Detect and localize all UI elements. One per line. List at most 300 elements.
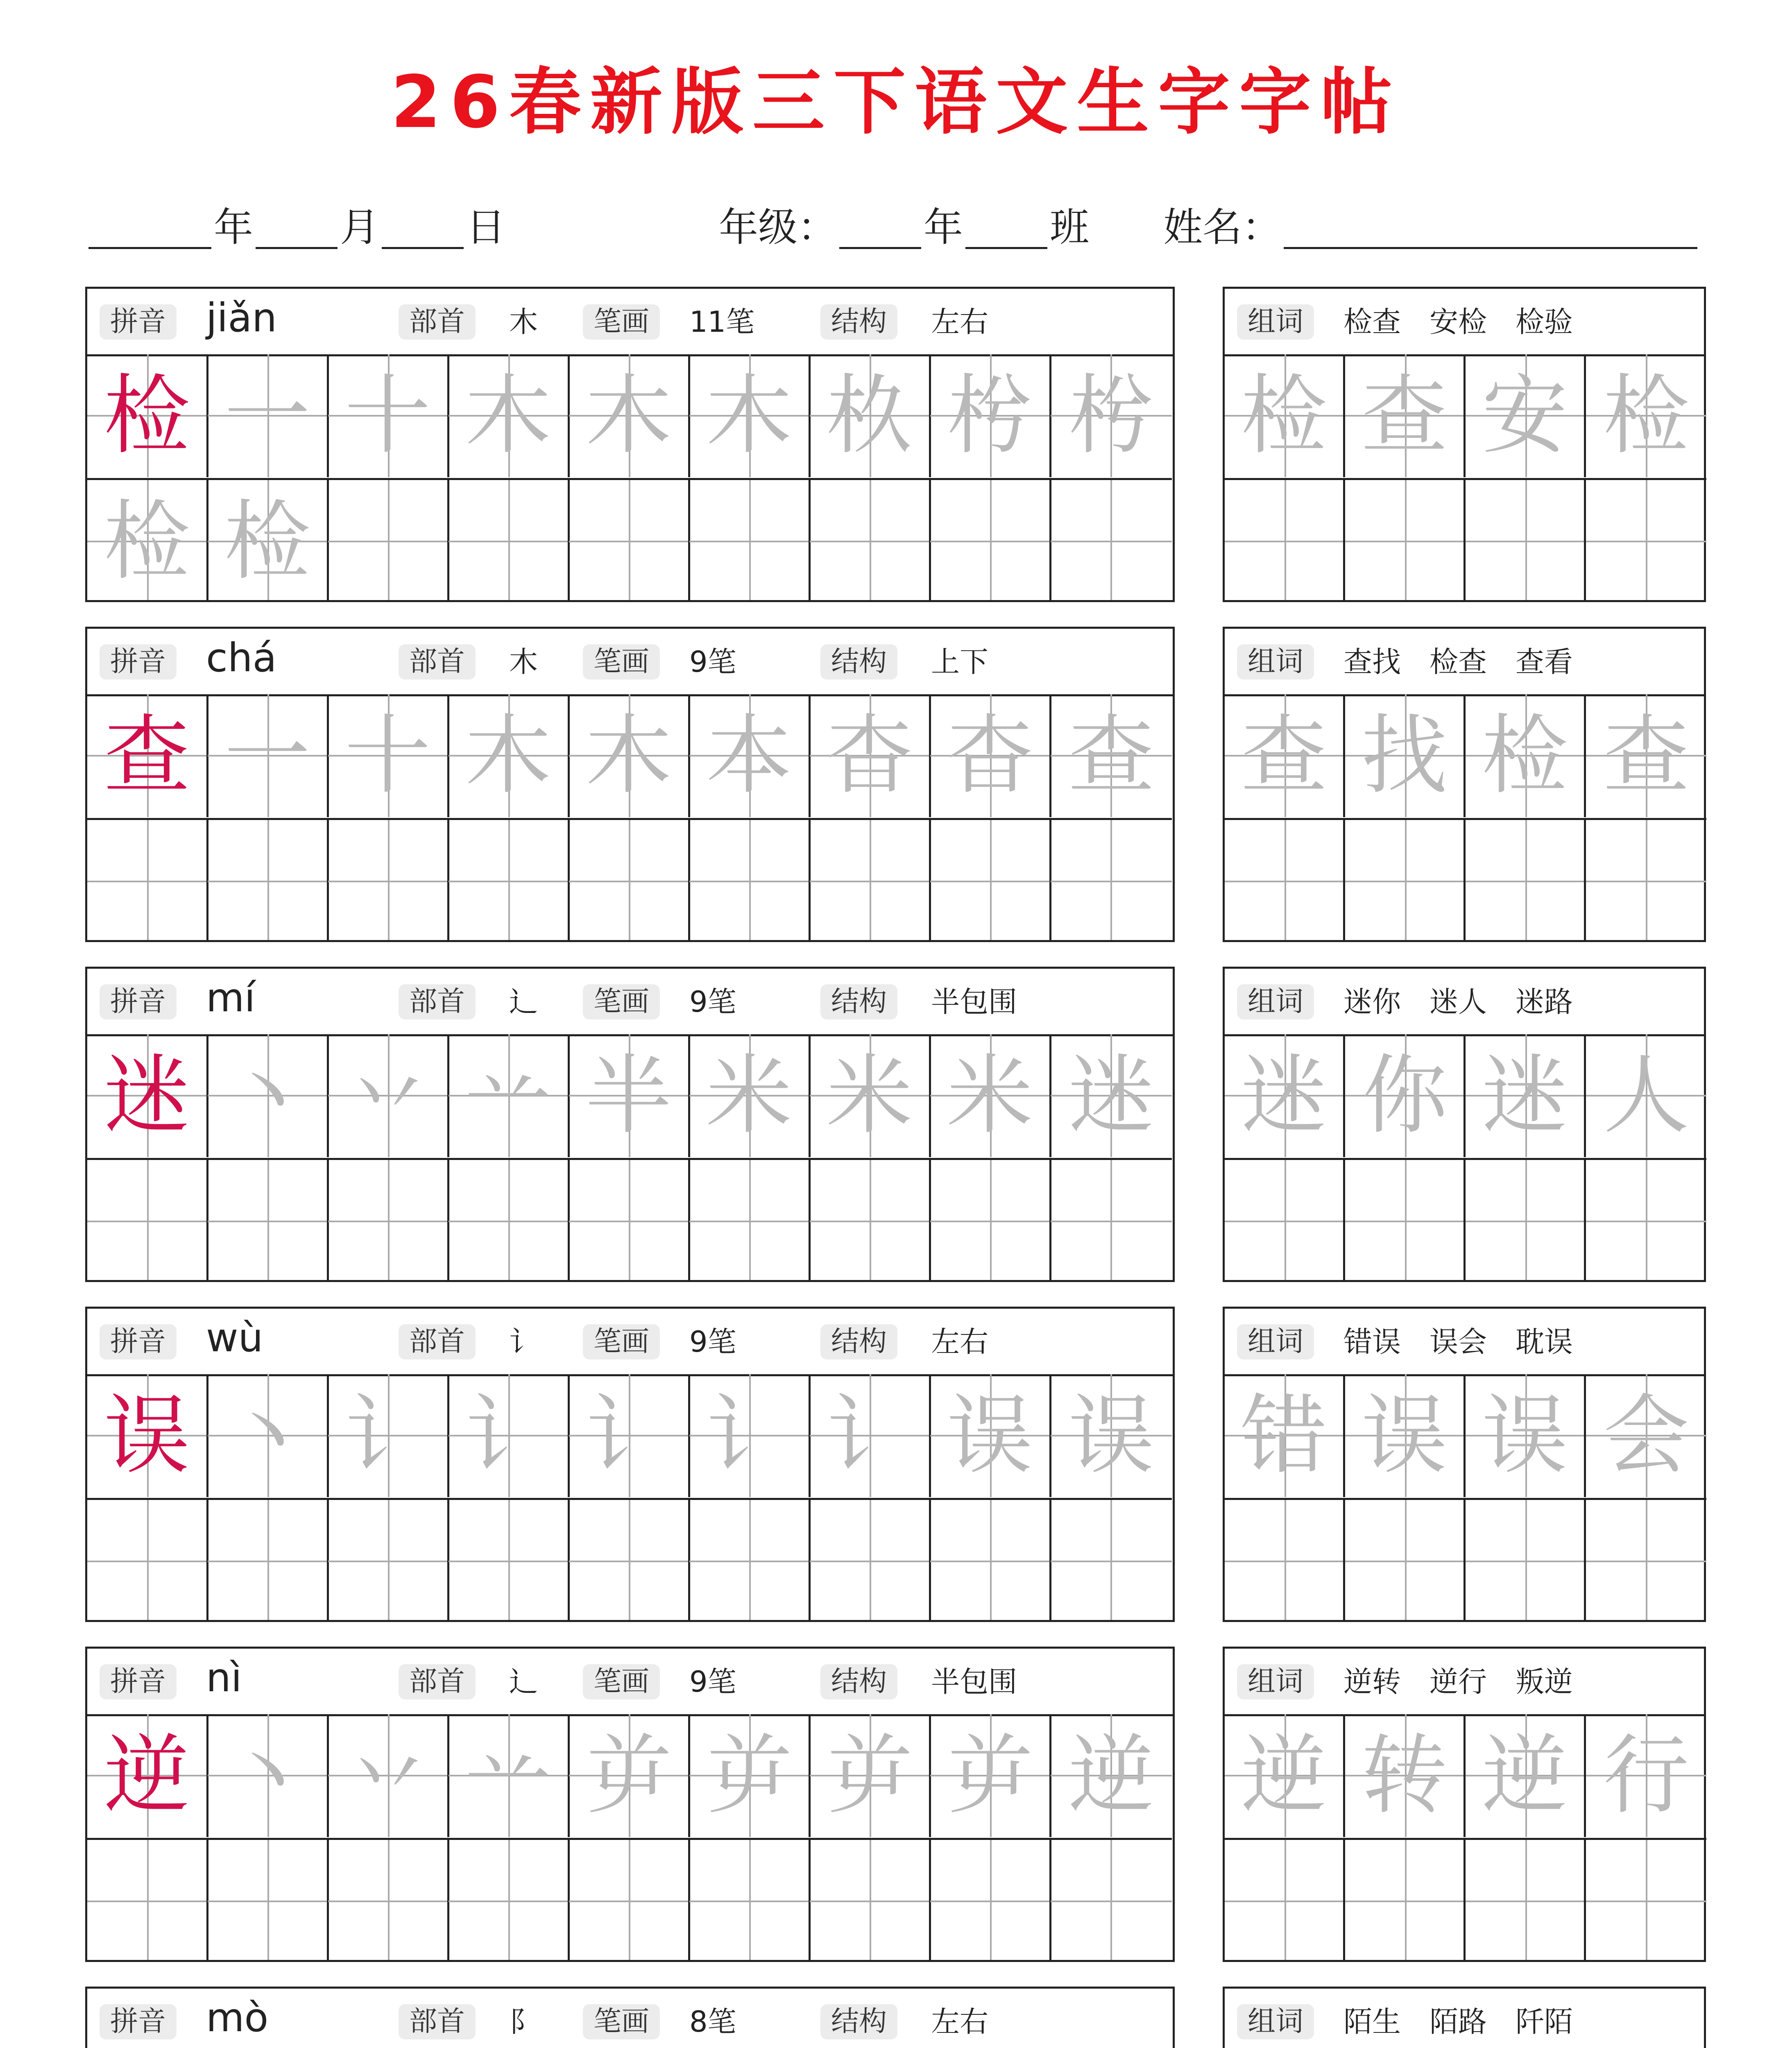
words-block (1223, 627, 1706, 942)
radical-value: 讠 (509, 1325, 538, 1359)
word-cell[interactable] (1586, 1158, 1706, 1280)
words-header (1225, 289, 1704, 356)
words-block (1223, 287, 1706, 602)
stroke-step: 枍 (1068, 365, 1154, 466)
radical-tag: 部首 (399, 1664, 476, 1699)
writing-cell[interactable] (208, 1498, 329, 1620)
writing-cell[interactable] (208, 1374, 329, 1497)
stroke-step: 米 (947, 1045, 1033, 1146)
writing-cell[interactable] (689, 1498, 811, 1620)
word-cell[interactable] (1225, 818, 1345, 940)
writing-cell[interactable] (569, 1374, 690, 1497)
stroke-step: 杳 (826, 705, 913, 806)
words-list: 查找 检查 查看 (1343, 645, 1573, 679)
stroke-step: 讠 (826, 1385, 913, 1486)
model-character: 逆 (104, 1725, 190, 1826)
words-list: 迷你 迷人 迷路 (1343, 985, 1573, 1019)
words-grid (1225, 1714, 1704, 1960)
stroke-step: 屰 (826, 1725, 913, 1826)
radical-tag: 部首 (399, 644, 476, 680)
writing-cell[interactable] (208, 478, 329, 600)
stroke-step: 丶 (224, 1725, 310, 1826)
pinyin-tag: 拼音 (100, 644, 177, 680)
stroke-step: 木 (465, 365, 551, 466)
stroke-step: 木 (706, 365, 792, 466)
writing-cell[interactable] (810, 1374, 931, 1497)
writing-cell[interactable] (689, 1838, 811, 1960)
stroke-step: 讠 (344, 1385, 431, 1486)
writing-cell[interactable] (930, 478, 1051, 600)
word-cell[interactable] (1345, 818, 1466, 940)
words-block (1223, 967, 1706, 1282)
structure-value: 左右 (931, 1325, 988, 1359)
writing-cell[interactable] (689, 1714, 811, 1837)
writing-cell[interactable] (569, 1714, 690, 1837)
char-block (85, 627, 1175, 942)
writing-cell[interactable] (1051, 1034, 1172, 1157)
word-cell[interactable] (1586, 354, 1706, 477)
writing-cell[interactable] (449, 818, 570, 940)
writing-cell[interactable] (328, 1374, 449, 1497)
stroke-step: 丷 (344, 1725, 431, 1826)
stroke-step: 屰 (585, 1725, 672, 1826)
words-header (1225, 629, 1704, 696)
writing-cell[interactable] (1051, 478, 1172, 600)
writing-cell[interactable] (930, 1158, 1051, 1280)
writing-cell[interactable] (569, 1034, 690, 1157)
strokes-value: 9笔 (689, 1325, 736, 1359)
radical-value: 辶 (509, 1665, 538, 1699)
strokes-value: 9笔 (689, 985, 736, 1019)
writing-cell[interactable] (208, 1158, 329, 1280)
writing-cell[interactable] (689, 694, 811, 817)
words-list: 陌生 陌路 阡陌 (1343, 2005, 1573, 2039)
word-cell[interactable] (1586, 1838, 1706, 1960)
writing-cell[interactable] (449, 354, 570, 477)
word-trace-character: 查 (1603, 705, 1689, 806)
writing-grid (87, 354, 1173, 600)
writing-cell[interactable] (87, 1034, 208, 1157)
word-cell[interactable] (1225, 478, 1345, 600)
stroke-step: 杳 (947, 705, 1033, 806)
pinyin-value: chá (206, 635, 277, 681)
writing-cell[interactable] (810, 694, 931, 817)
stroke-step: 一 (224, 705, 310, 806)
stroke-step: 木 (585, 705, 672, 806)
strokes-value: 8笔 (689, 2005, 736, 2039)
writing-cell[interactable] (87, 1714, 208, 1837)
writing-cell[interactable] (689, 1374, 811, 1497)
writing-cell[interactable] (569, 1838, 690, 1960)
word-trace-character: 查 (1361, 365, 1448, 466)
word-trace-character: 人 (1603, 1045, 1689, 1146)
grade-class-label: 班 (1050, 204, 1090, 250)
char-block (85, 967, 1175, 1282)
word-cell[interactable] (1586, 1498, 1706, 1620)
char-header (87, 289, 1173, 356)
stroke-step: 逆 (1068, 1725, 1154, 1826)
writing-cell[interactable] (449, 1498, 570, 1620)
structure-value: 半包围 (931, 985, 1017, 1019)
writing-cell[interactable] (930, 1498, 1051, 1620)
word-cell[interactable] (1586, 694, 1706, 817)
radical-tag: 部首 (399, 304, 476, 340)
word-cell[interactable] (1586, 478, 1706, 600)
stroke-step: 丶 (224, 1045, 310, 1146)
writing-cell[interactable] (930, 1374, 1051, 1497)
stroke-step: 查 (1068, 705, 1154, 806)
writing-cell[interactable] (208, 818, 329, 940)
char-block (85, 1647, 1175, 1962)
word-cell[interactable] (1225, 1838, 1345, 1960)
writing-cell[interactable] (1051, 694, 1172, 817)
writing-cell[interactable] (1051, 354, 1172, 477)
radical-value: 阝 (509, 2005, 538, 2039)
grade-year-blank[interactable] (839, 206, 921, 249)
strokes-tag: 笔画 (583, 644, 660, 680)
writing-cell[interactable] (449, 1374, 570, 1497)
writing-cell[interactable] (689, 1158, 811, 1280)
writing-cell[interactable] (569, 818, 690, 940)
stroke-step: 米 (706, 1045, 792, 1146)
word-trace-character: 逆 (1482, 1725, 1568, 1826)
word-cell[interactable] (1225, 1374, 1345, 1497)
word-cell[interactable] (1466, 1034, 1586, 1157)
writing-cell[interactable] (328, 1034, 449, 1157)
writing-cell[interactable] (328, 1498, 449, 1620)
structure-tag: 结构 (820, 304, 897, 340)
writing-cell[interactable] (689, 354, 811, 477)
word-cell[interactable] (1345, 1498, 1466, 1620)
strokes-value: 9笔 (689, 1665, 736, 1699)
writing-cell[interactable] (689, 478, 811, 600)
structure-value: 半包围 (931, 1665, 1017, 1699)
stroke-step: 米 (826, 1045, 913, 1146)
words-header (1225, 969, 1704, 1036)
pinyin-tag: 拼音 (100, 2004, 177, 2039)
structure-value: 左右 (931, 2005, 988, 2039)
words-block (1223, 1647, 1706, 1962)
word-cell[interactable] (1586, 818, 1706, 940)
writing-cell[interactable] (328, 354, 449, 477)
writing-cell[interactable] (810, 1498, 931, 1620)
writing-cell[interactable] (810, 1158, 931, 1280)
strokes-tag: 笔画 (583, 304, 660, 340)
writing-grid (87, 1374, 1173, 1620)
word-cell[interactable] (1345, 1158, 1466, 1280)
info-line (86, 197, 1716, 258)
strokes-tag: 笔画 (583, 984, 660, 1019)
word-cell[interactable] (1345, 1374, 1466, 1497)
strokes-tag: 笔画 (583, 1324, 660, 1359)
writing-cell[interactable] (449, 694, 570, 817)
words-block (1223, 1987, 1706, 2048)
radical-value: 木 (509, 305, 538, 339)
writing-cell[interactable] (569, 1498, 690, 1620)
writing-cell[interactable] (87, 478, 208, 600)
writing-cell[interactable] (87, 1158, 208, 1280)
stroke-step: 讠 (706, 1385, 792, 1486)
writing-cell[interactable] (1051, 1498, 1172, 1620)
stroke-step: 检 (104, 491, 190, 591)
words-tag: 组词 (1237, 304, 1314, 340)
writing-cell[interactable] (569, 1158, 690, 1280)
stroke-step: 讠 (585, 1385, 672, 1486)
writing-cell[interactable] (1051, 1714, 1172, 1837)
day-blank[interactable] (382, 206, 464, 249)
pinyin-tag: 拼音 (100, 1324, 177, 1359)
writing-cell[interactable] (328, 818, 449, 940)
writing-cell[interactable] (208, 1838, 329, 1960)
structure-value: 上下 (931, 645, 988, 679)
words-grid (1225, 694, 1704, 940)
writing-grid (87, 1714, 1173, 1960)
writing-cell[interactable] (208, 694, 329, 817)
word-trace-character: 逆 (1241, 1725, 1327, 1826)
writing-cell[interactable] (208, 1034, 329, 1157)
writing-cell[interactable] (449, 478, 570, 600)
year-blank[interactable] (88, 206, 211, 249)
stroke-step: 枍 (947, 365, 1033, 466)
writing-cell[interactable] (810, 1838, 931, 1960)
words-list: 逆转 逆行 叛逆 (1343, 1665, 1573, 1699)
word-cell[interactable] (1586, 1374, 1706, 1497)
word-trace-character: 行 (1603, 1725, 1689, 1826)
word-cell[interactable] (1225, 694, 1345, 817)
char-header (87, 969, 1173, 1036)
pinyin-value: wù (206, 1315, 263, 1361)
stroke-step: 迷 (1068, 1045, 1154, 1146)
model-character: 误 (104, 1385, 190, 1486)
writing-cell[interactable] (328, 1158, 449, 1280)
pinyin-tag: 拼音 (100, 304, 177, 340)
writing-cell[interactable] (87, 1374, 208, 1497)
writing-cell[interactable] (87, 694, 208, 817)
writing-cell[interactable] (328, 478, 449, 600)
writing-cell[interactable] (930, 1714, 1051, 1837)
writing-cell[interactable] (810, 1034, 931, 1157)
writing-cell[interactable] (328, 694, 449, 817)
stroke-step: 丷 (344, 1045, 431, 1146)
word-cell[interactable] (1225, 1034, 1345, 1157)
stroke-step: 杦 (826, 365, 913, 466)
pinyin-value: jiǎn (206, 295, 277, 341)
strokes-tag: 笔画 (583, 1664, 660, 1699)
writing-cell[interactable] (87, 354, 208, 477)
stroke-step: 一 (224, 365, 310, 466)
writing-cell[interactable] (1051, 1838, 1172, 1960)
word-cell[interactable] (1466, 1374, 1586, 1497)
strokes-tag: 笔画 (583, 2004, 660, 2039)
word-cell[interactable] (1345, 1714, 1466, 1837)
char-block (85, 1987, 1175, 2048)
grade-label: 年级： (719, 204, 837, 250)
structure-tag: 结构 (820, 1664, 897, 1699)
word-cell[interactable] (1345, 694, 1466, 817)
word-trace-character: 查 (1241, 705, 1327, 806)
grade-class-blank[interactable] (965, 206, 1047, 249)
pinyin-value: mí (206, 975, 256, 1021)
word-cell[interactable] (1466, 354, 1586, 477)
model-character: 检 (104, 365, 190, 466)
writing-cell[interactable] (810, 1714, 931, 1837)
word-cell[interactable] (1586, 1714, 1706, 1837)
word-trace-character: 检 (1241, 365, 1327, 466)
writing-cell[interactable] (810, 478, 931, 600)
words-header (1225, 1989, 1704, 2048)
writing-cell[interactable] (87, 818, 208, 940)
structure-tag: 结构 (820, 984, 897, 1019)
writing-cell[interactable] (810, 818, 931, 940)
radical-tag: 部首 (399, 984, 476, 1019)
pinyin-tag: 拼音 (100, 984, 177, 1019)
word-trace-character: 误 (1361, 1385, 1448, 1486)
writing-cell[interactable] (208, 354, 329, 477)
words-grid (1225, 1034, 1704, 1280)
word-cell[interactable] (1225, 354, 1345, 477)
stroke-step: 屰 (947, 1725, 1033, 1826)
writing-cell[interactable] (689, 1034, 811, 1157)
pinyin-tag: 拼音 (100, 1664, 177, 1699)
model-character: 查 (104, 705, 190, 806)
char-block (85, 1307, 1175, 1622)
writing-cell[interactable] (930, 1034, 1051, 1157)
year-label: 年 (214, 204, 253, 250)
words-tag: 组词 (1237, 1664, 1314, 1699)
writing-cell[interactable] (930, 818, 1051, 940)
writing-cell[interactable] (449, 1034, 570, 1157)
radical-tag: 部首 (399, 2004, 476, 2039)
pinyin-value: nì (206, 1655, 242, 1701)
word-cell[interactable] (1466, 1158, 1586, 1280)
writing-cell[interactable] (930, 354, 1051, 477)
model-character: 迷 (104, 1045, 190, 1146)
stroke-step: 误 (947, 1385, 1033, 1486)
writing-cell[interactable] (328, 1714, 449, 1837)
word-cell[interactable] (1225, 1714, 1345, 1837)
writing-cell[interactable] (569, 478, 690, 600)
stroke-step: 误 (1068, 1385, 1154, 1486)
word-cell[interactable] (1586, 1034, 1706, 1157)
writing-cell[interactable] (328, 1838, 449, 1960)
stroke-step: 检 (224, 491, 310, 591)
writing-grid (87, 694, 1173, 940)
char-header (87, 1309, 1173, 1376)
radical-value: 木 (509, 645, 538, 679)
words-block (1223, 1307, 1706, 1622)
writing-cell[interactable] (1051, 1374, 1172, 1497)
words-tag: 组词 (1237, 984, 1314, 1019)
page-title: 26春新版三下语文生字字帖 (391, 60, 1401, 144)
char-header (87, 1989, 1173, 2048)
word-cell[interactable] (1345, 1034, 1466, 1157)
writing-cell[interactable] (449, 1838, 570, 1960)
word-cell[interactable] (1225, 1498, 1345, 1620)
stroke-step: 木 (465, 705, 551, 806)
stroke-step: 讠 (465, 1385, 551, 1486)
strokes-value: 11笔 (689, 305, 755, 339)
writing-cell[interactable] (87, 1838, 208, 1960)
word-trace-character: 错 (1241, 1385, 1327, 1486)
stroke-step: 䒑 (465, 1045, 551, 1146)
word-cell[interactable] (1466, 1498, 1586, 1620)
stroke-step: 丶 (224, 1385, 310, 1486)
word-trace-character: 检 (1603, 365, 1689, 466)
month-label: 月 (340, 204, 379, 250)
writing-cell[interactable] (569, 354, 690, 477)
char-header (87, 629, 1173, 696)
writing-cell[interactable] (810, 354, 931, 477)
strokes-value: 9笔 (689, 645, 736, 679)
word-cell[interactable] (1466, 818, 1586, 940)
structure-value: 左右 (931, 305, 988, 339)
stroke-step: 半 (585, 1045, 672, 1146)
writing-cell[interactable] (930, 694, 1051, 817)
month-blank[interactable] (256, 206, 338, 249)
word-cell[interactable] (1345, 354, 1466, 477)
words-list: 错误 误会 耽误 (1343, 1325, 1573, 1359)
writing-cell[interactable] (1051, 818, 1172, 940)
word-trace-character: 迷 (1482, 1045, 1568, 1146)
radical-tag: 部首 (399, 1324, 476, 1359)
writing-cell[interactable] (449, 1714, 570, 1837)
word-cell[interactable] (1345, 478, 1466, 600)
word-cell[interactable] (1225, 1158, 1345, 1280)
word-cell[interactable] (1466, 694, 1586, 817)
words-header (1225, 1309, 1704, 1376)
char-block (85, 287, 1175, 602)
stroke-step: 本 (706, 705, 792, 806)
words-grid (1225, 354, 1704, 600)
stroke-step: 屰 (706, 1725, 792, 1826)
writing-cell[interactable] (930, 1838, 1051, 1960)
stroke-step: 十 (344, 365, 431, 466)
word-cell[interactable] (1466, 1838, 1586, 1960)
grade-year-label: 年 (924, 204, 963, 250)
pinyin-value: mò (206, 1995, 269, 2041)
writing-cell[interactable] (449, 1158, 570, 1280)
name-label: 姓名： (1163, 204, 1282, 250)
words-grid (1225, 1374, 1704, 1620)
day-label: 日 (466, 204, 505, 250)
writing-cell[interactable] (689, 818, 811, 940)
structure-tag: 结构 (820, 644, 897, 680)
words-header (1225, 1649, 1704, 1716)
writing-cell[interactable] (87, 1498, 208, 1620)
words-tag: 组词 (1237, 2004, 1314, 2039)
char-header (87, 1649, 1173, 1716)
stroke-step: 木 (585, 365, 672, 466)
word-trace-character: 会 (1603, 1385, 1689, 1486)
structure-tag: 结构 (820, 2004, 897, 2039)
structure-tag: 结构 (820, 1324, 897, 1359)
writing-cell[interactable] (208, 1714, 329, 1837)
stroke-step: 䒑 (465, 1725, 551, 1826)
radical-value: 辶 (509, 985, 538, 1019)
words-tag: 组词 (1237, 1324, 1314, 1359)
word-cell[interactable] (1466, 478, 1586, 600)
word-trace-character: 转 (1361, 1725, 1448, 1826)
word-cell[interactable] (1345, 1838, 1466, 1960)
name-blank[interactable] (1284, 206, 1697, 249)
word-trace-character: 你 (1361, 1045, 1448, 1146)
writing-cell[interactable] (1051, 1158, 1172, 1280)
word-cell[interactable] (1466, 1714, 1586, 1837)
words-list: 检查 安检 检验 (1343, 305, 1573, 339)
stroke-step: 十 (344, 705, 431, 806)
word-trace-character: 找 (1361, 705, 1448, 806)
writing-cell[interactable] (569, 694, 690, 817)
